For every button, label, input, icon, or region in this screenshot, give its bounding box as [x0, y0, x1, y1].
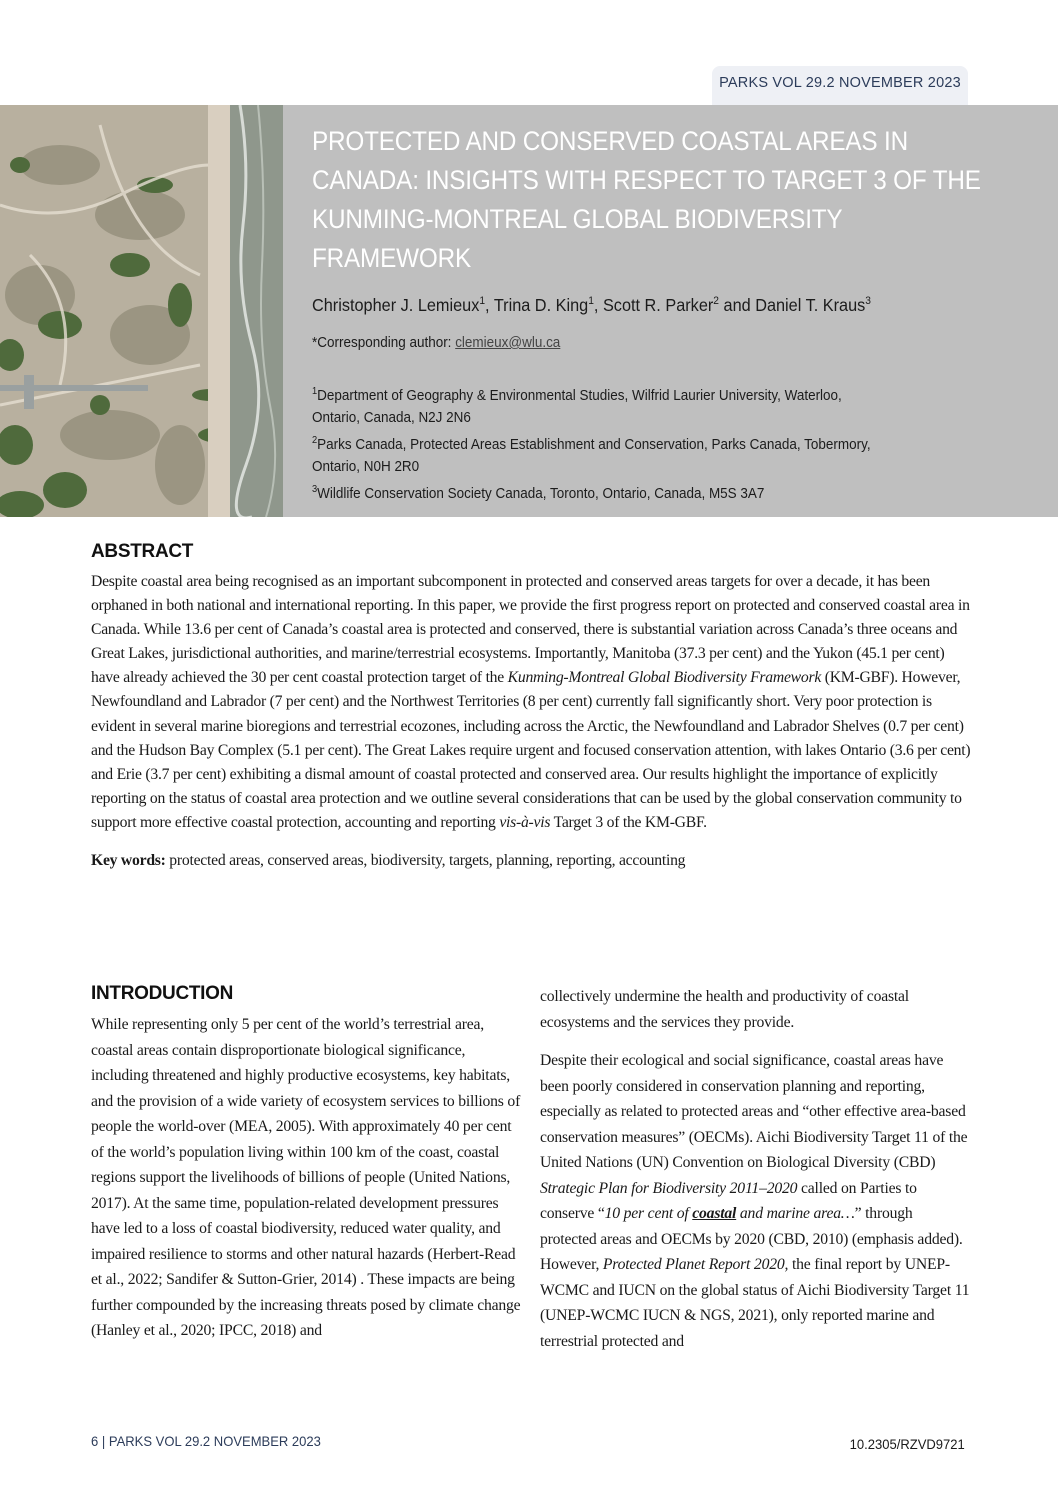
article-title: PROTECTED AND CONSERVED COASTAL AREAS IN CANADA: INSIGHTS WITH RESPECT TO TARGET 3 OF THE KUNMING-MONTREAL GLOBAL BIODIVERSITY FRAMEWORK: [312, 126, 981, 273]
affiliation-1-cont: [312, 407, 963, 430]
body-text: ” through protected areas and OECMs by 2020 (CBD, 2010) (emphasis added). However,: [540, 1205, 963, 1273]
abstract-text: (KM-GBF). However, Newfoundland and Labrador (7 per cent) and the Northwest Territories (8 per cent) currently fall significantly short. Very poor protection is evident in several marine bioregions and terrestrial ecozones, including across the Arctic, the Newfoundland and Labrador Shelves (0.7 per cent) and the Hudson Bay Complex (5.1 per cent). The Great Lakes require urgent and focused conservation attention, with lakes Ontario (3.6 per cent) and Erie (3.7 per cent) exhibiting a dismal amount of coastal protected and conserved area. Our results highlight the importance of explicitly reporting on the status of coastal area protection and we outline several considerations that can be used by the global conservation community to support more effective coastal protection, accounting and reporting: [91, 669, 971, 831]
keywords-label: Key words:: [91, 852, 166, 870]
abstract-text: Despite coastal area being recognised as an important subcomponent in protected and conserved areas targets for over a decade, it has been orphaned in both national and international reporting. In this paper, we provide the first progress report on protected and conserved coastal area in Canada. While 13.6 per cent of Canada’s coastal area is protected and conserved, there is substantial variation across Canada’s three oceans and Great Lakes, jurisdictional authorities, and marine/terrestrial ecosystems. Importantly, Manitoba (37.3 per cent) and the Yukon (45.1 per cent) have already achieved the 30 per cent coastal protection target of the: [91, 573, 970, 687]
corresponding-author: [312, 335, 560, 351]
affiliation-marker: 3: [865, 295, 871, 308]
footer-page-info: 6 | PARKS VOL 29.2 NOVEMBER 2023: [91, 1433, 321, 1449]
body-italic: Strategic Plan for Biodiversity 2011–2020: [540, 1179, 798, 1197]
affiliation-text: Department of Geography & Environmental Studies, Wilfrid Laurier University, Waterloo,: [317, 387, 842, 404]
photo-illustration-icon: [0, 105, 283, 517]
author-list: [312, 295, 871, 316]
keywords-list: protected areas, conserved areas, biodiversity, targets, planning, reporting, accounting: [165, 852, 686, 870]
body-text: Despite their ecological and social significance, coastal areas have been poorly considered in conservation planning and reporting, especially as related to protected areas and “other effective area-based conservation measures” (OECMs). Aichi Biodiversity Target 11 of the United Nations (UN) Convention on Biological Diversity (CBD): [540, 1052, 968, 1171]
title-banner: [0, 105, 1058, 517]
author-separator: and: [718, 295, 756, 315]
affiliation-text: Ontario, N0H 2R0: [312, 459, 420, 476]
introduction-paragraph: While representing only 5 per cent of the world’s terrestrial area, coastal areas contain disproportionate biological significance, including threatened and highly productive ecosystems, key habitats, and the provision of a wide variety of ecosystem services to billions of people the world-over (MEA, 2005). With approximately 40 per cent of the world’s population living within 100 km of the coast, coastal regions support the livelihoods of billions of people (United Nations, 2017). At the same time, population-related development pressures have led to a loss of coastal biodiversity, reduced water quality, and impaired resilience to storms and other natural hazards (Herbert-Read et al., 2022; Sandifer & Sutton-Grier, 2014) . These impacts are being further compounded by the increasing threats posed by climate change (Hanley et al., 2020; IPCC, 2018) and: [91, 1016, 521, 1339]
body-text: called on Parties to conserve “: [540, 1179, 917, 1222]
affiliation-marker: 1: [312, 386, 318, 397]
affiliation-text: Ontario, Canada, N2J 2N6: [312, 410, 471, 427]
affiliations: [312, 381, 963, 505]
author-separator: ,: [593, 295, 603, 315]
keywords: [91, 849, 971, 873]
article-header: [312, 105, 1032, 502]
corresponding-label: *Corresponding author:: [312, 335, 456, 351]
body-italic: 10 per cent of: [604, 1205, 693, 1222]
body-italic: Protected Planet Report 2020,: [602, 1256, 789, 1273]
affiliation-marker: 2: [312, 434, 318, 446]
body-italic: and marine area…: [736, 1205, 855, 1222]
author-name: Christopher J. Lemieux: [312, 295, 480, 315]
corresponding-email-link[interactable]: clemieux@wlu.ca: [455, 335, 561, 351]
abstract-text: Target 3 of the KM-GBF.: [550, 813, 707, 831]
author-name: Daniel T. Kraus: [755, 295, 866, 315]
introduction-paragraph: collectively undermine the health and productivity of coastal ecosystems and the services they provide.: [540, 988, 909, 1031]
affiliation-marker: 1: [588, 295, 594, 308]
footer-doi: 10.2305/RZVD9721: [849, 1436, 965, 1452]
affiliation-text: Parks Canada, Protected Areas Establishment and Conservation, Parks Canada, Tobermory,: [317, 436, 871, 453]
introduction-paragraph: [540, 1048, 970, 1354]
abstract-heading: ABSTRACT: [91, 541, 194, 562]
introduction-right-column: [540, 984, 970, 1354]
affiliation-2-cont: [312, 456, 963, 479]
body-text: the final report by UNEP-WCMC and IUCN on the global status of Aichi Biodiversity Target 11 (UNEP-WCMC IUCN & NGS, 2021), only reported marine and terrestrial protected and: [540, 1256, 970, 1350]
author-name: Trina D. King: [493, 295, 589, 315]
emphasis-text: coastal: [692, 1205, 737, 1222]
introduction-left-column: [91, 983, 521, 1344]
introduction-heading: INTRODUCTION: [91, 983, 234, 1004]
affiliation-marker: 1: [479, 295, 486, 308]
coastal-dune-aerial-photo: [0, 105, 283, 517]
journal-issue-tab: PARKS VOL 29.2 NOVEMBER 2023: [712, 66, 968, 106]
affiliation-3: [312, 479, 963, 505]
affiliation-2: [312, 430, 963, 456]
author-separator: ,: [485, 295, 494, 315]
abstract-italic: Kunming-Montreal Global Biodiversity Framework: [507, 669, 822, 687]
abstract-italic: vis-à-vis: [499, 813, 551, 831]
abstract-body: [91, 570, 971, 835]
author-name: Scott R. Parker: [602, 295, 714, 315]
abstract-section: [91, 541, 971, 873]
emphasis-coastal: [692, 1205, 736, 1222]
affiliation-marker: 2: [713, 295, 719, 308]
affiliation-text: Wildlife Conservation Society Canada, Toronto, Ontario, Canada, M5S 3A7: [317, 485, 765, 502]
affiliation-marker: 3: [312, 483, 318, 495]
affiliation-1: [312, 381, 963, 407]
